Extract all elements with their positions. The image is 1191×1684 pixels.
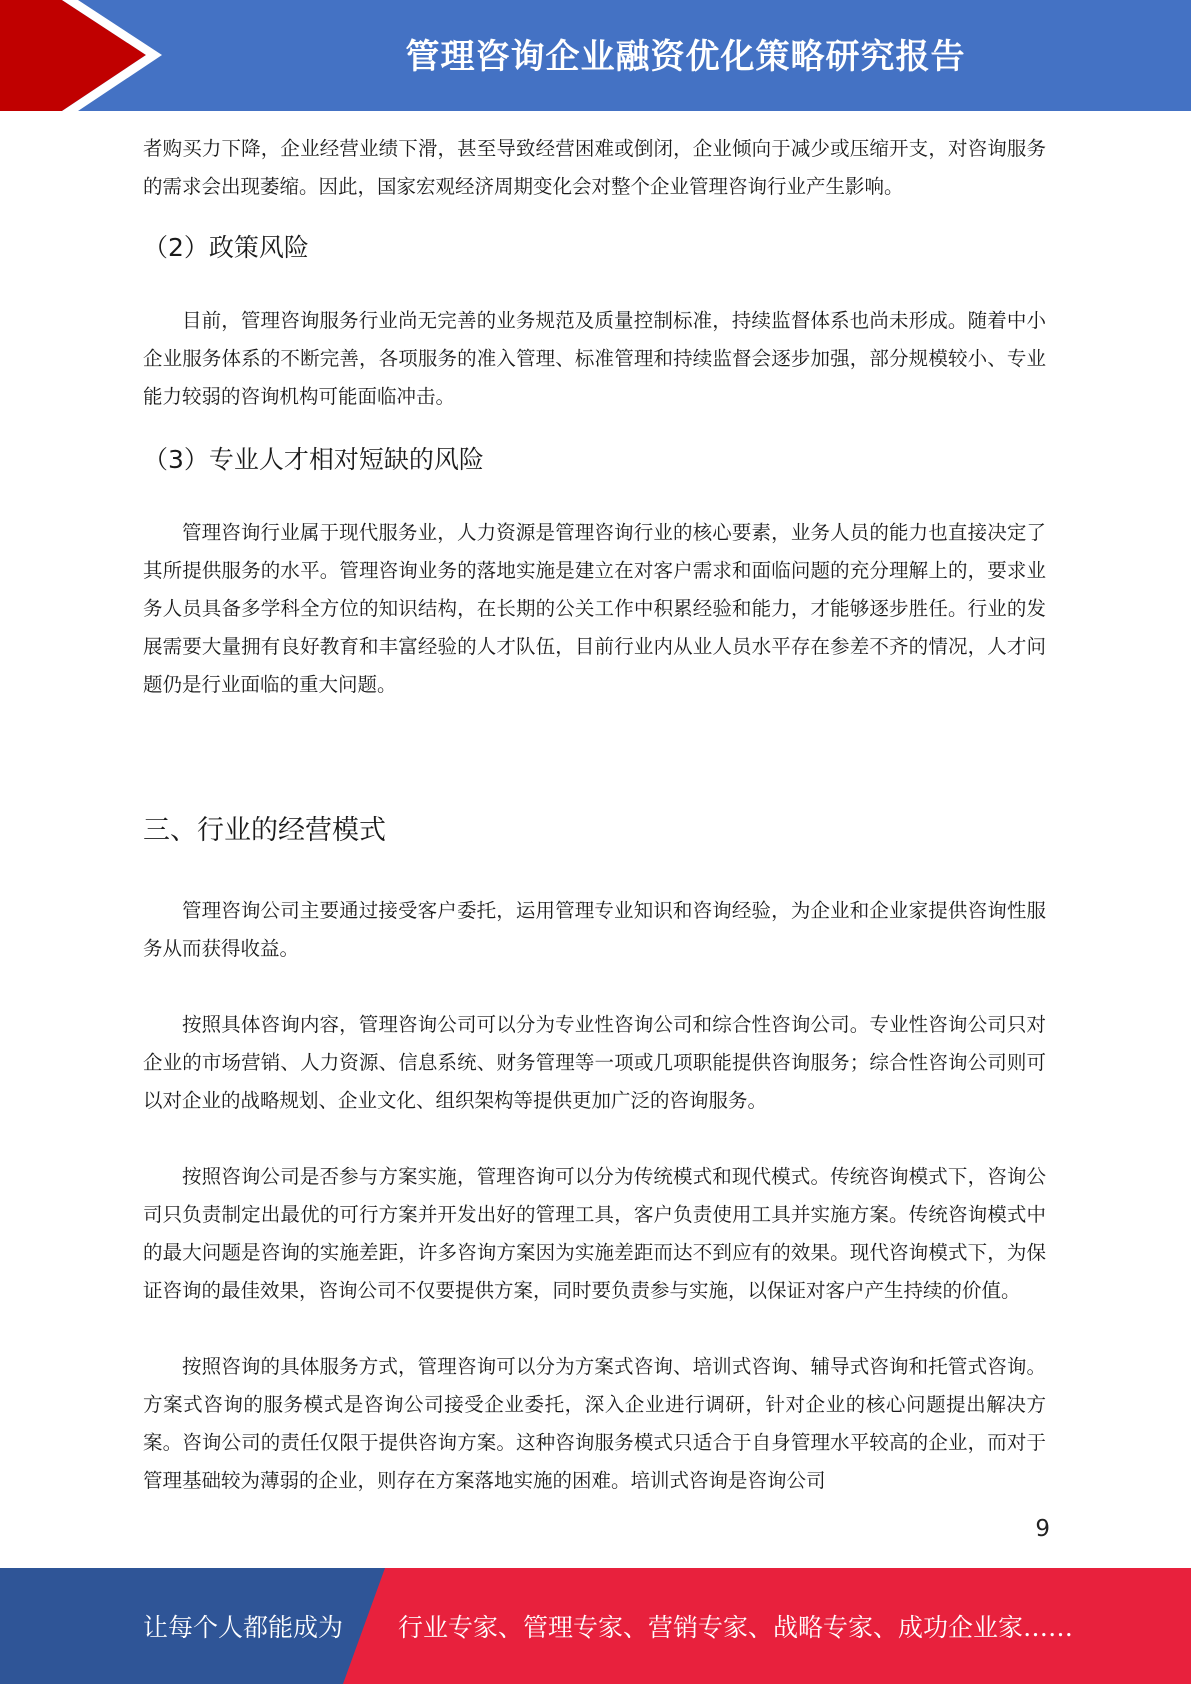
paragraph-business-model-intro: 管理咨询公司主要通过接受客户委托，运用管理专业知识和咨询经验，为企业和企业家提供咨询性服务从而获得收益。	[143, 899, 1046, 960]
page-number: 9	[1035, 1516, 1050, 1542]
page-header	[0, 0, 1191, 111]
paragraph-business-model-implementation: 按照咨询公司是否参与方案实施，管理咨询可以分为传统模式和现代模式。传统咨询模式下，咨询公司只负责制定出最优的可行方案并开发出好的管理工具，客户负责使用工具并实施方案。传统咨询模式中的最大问题是咨询的实施差距，许多咨询方案因为实施差距而达不到应有的效果。现代咨询模式下，为保证咨询的最佳效果，咨询公司不仅要提供方案，同时要负责参与实施，以保证对客户产生持续的价值。	[143, 1165, 1046, 1302]
page-content	[143, 130, 1046, 1500]
paragraph-business-model-content: 按照具体咨询内容，管理咨询公司可以分为专业性咨询公司和综合性咨询公司。专业性咨询公司只对企业的市场营销、人力资源、信息系统、财务管理等一项或几项职能提供咨询服务；综合性咨询公司则可以对企业的战略规划、企业文化、组织架构等提供更加广泛的咨询服务。	[143, 1013, 1046, 1112]
page-footer	[0, 1568, 1191, 1684]
heading-policy-risk: （2）政策风险	[143, 233, 309, 262]
section-heading-business-model: 三、行业的经营模式	[143, 815, 386, 846]
paragraph-policy-risk: 目前，管理咨询服务行业尚无完善的业务规范及质量控制标准，持续监督体系也尚未形成。随着中小企业服务体系的不断完善，各项服务的准入管理、标准管理和持续监督会逐步加强，部分规模较小、专业能力较弱的咨询机构可能面临冲击。	[143, 309, 1046, 408]
paragraph-business-model-service-mode: 按照咨询的具体服务方式，管理咨询可以分为方案式咨询、培训式咨询、辅导式咨询和托管式咨询。方案式咨询的服务模式是咨询公司接受企业委托，深入企业进行调研，针对企业的核心问题提出解决方案。咨询公司的责任仅限于提供咨询方案。这种咨询服务模式只适合于自身管理水平较高的企业，而对于管理基础较为薄弱的企业，则存在方案落地实施的困难。培训式咨询是咨询公司	[143, 1355, 1046, 1492]
paragraph-talent-shortage-risk: 管理咨询行业属于现代服务业，人力资源是管理咨询行业的核心要素，业务人员的能力也直接决定了其所提供服务的水平。管理咨询业务的落地实施是建立在对客户需求和面临问题的充分理解上的，要求业务人员具备多学科全方位的知识结构，在长期的公关工作中积累经验和能力，才能够逐步胜任。行业的发展需要大量拥有良好教育和丰富经验的人才队伍，目前行业内从业人员水平存在参差不齐的情况，人才问题仍是行业面临的重大问题。	[143, 521, 1046, 696]
report-title: 管理咨询企业融资优化策略研究报告	[405, 36, 966, 77]
footer-slogan-right: 行业专家、管理专家、营销专家、战略专家、成功企业家……	[398, 1613, 1074, 1642]
footer-slogan-left: 让每个人都能成为	[143, 1613, 344, 1642]
heading-talent-shortage-risk: （3）专业人才相对短缺的风险	[143, 445, 484, 474]
paragraph-economic-cycle-continued: 者购买力下降，企业经营业绩下滑，甚至导致经营困难或倒闭，企业倾向于减少或压缩开支，对咨询服务的需求会出现萎缩。因此，国家宏观经济周期变化会对整个企业管理咨询行业产生影响。	[143, 137, 1046, 198]
